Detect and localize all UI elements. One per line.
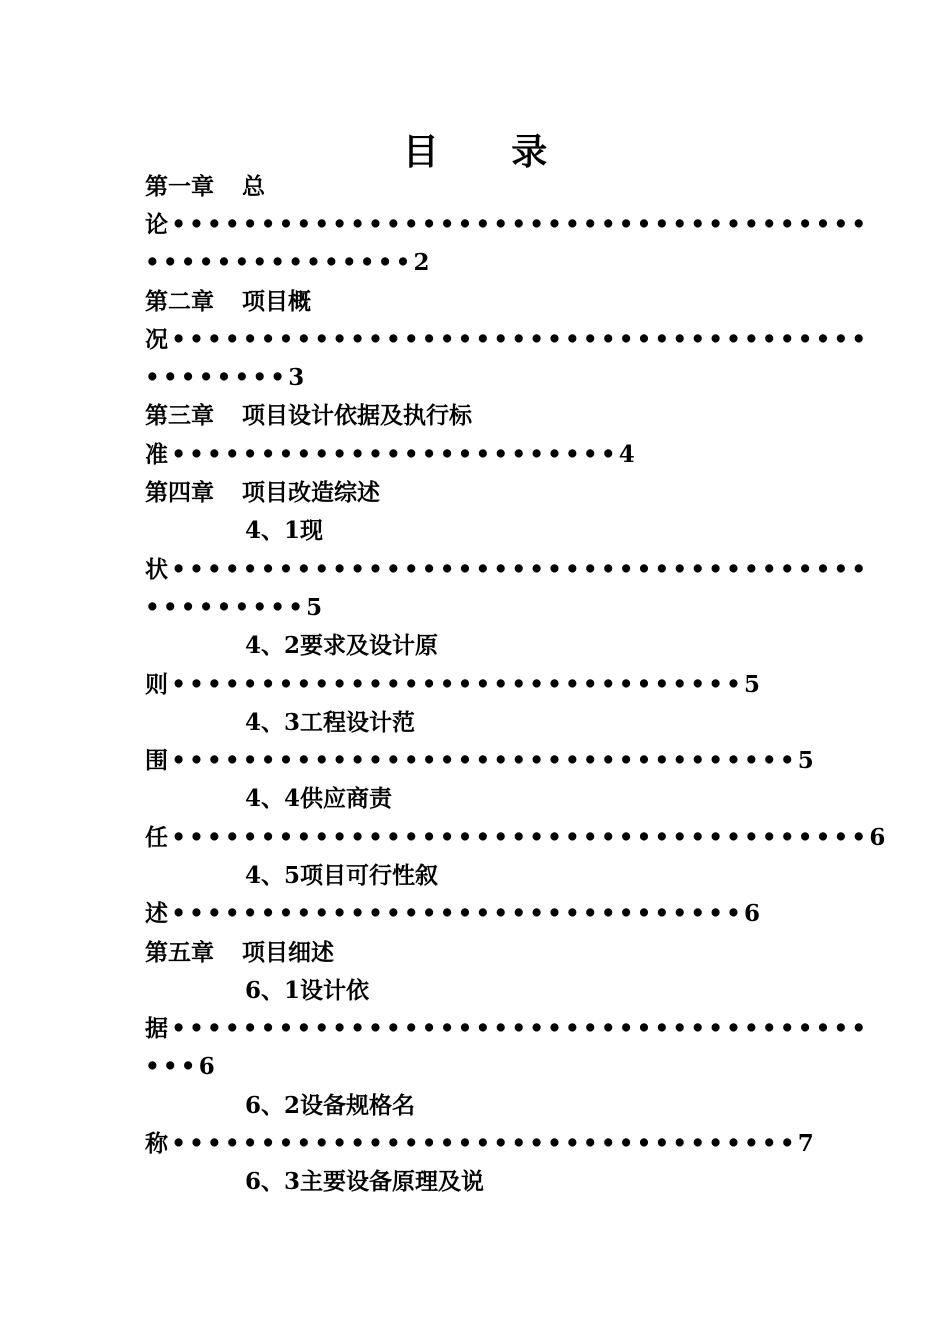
chapter-label: 第三章 xyxy=(145,402,214,429)
chapter-label: 第一章 xyxy=(145,173,214,200)
chapter-title: 项目改造综述 xyxy=(242,479,380,506)
chapter-title: 项目设计依据及执行标 xyxy=(242,402,472,429)
toc-chapter-4[interactable] xyxy=(145,474,380,512)
chapter-title: 总 xyxy=(242,173,265,200)
toc-leader-line: 围•••••••••••••••••••••••••••••••••••5 xyxy=(145,747,817,774)
chapter-title: 项目概 xyxy=(242,288,311,315)
toc-leader-line: 状••••••••••••••••••••••••••••••••••••••• xyxy=(145,556,870,583)
toc-chapter-5[interactable] xyxy=(145,934,334,972)
chapter-title: 项目细述 xyxy=(242,939,334,966)
toc-leader-line: ••••••••3 xyxy=(145,364,308,391)
toc-section-4-4[interactable]: 4、4供应商责 xyxy=(245,785,393,812)
toc-chapter-1[interactable] xyxy=(145,168,265,206)
toc-section-4-5[interactable]: 4、5项目可行性叙 xyxy=(245,862,439,889)
toc-leader-line: •••6 xyxy=(145,1053,218,1080)
toc-section-6-3[interactable]: 6、3主要设备原理及说 xyxy=(245,1168,485,1195)
chapter-label: 第五章 xyxy=(145,939,214,966)
toc-section-6-2[interactable]: 6、2设备规格名 xyxy=(245,1092,416,1119)
toc-section-6-1[interactable]: 6、1设计依 xyxy=(245,977,370,1004)
toc-section-4-3[interactable]: 4、3工程设计范 xyxy=(245,709,416,736)
toc-chapter-2[interactable] xyxy=(145,283,311,321)
toc-leader-line: 则••••••••••••••••••••••••••••••••5 xyxy=(145,671,764,698)
chapter-label: 第二章 xyxy=(145,288,214,315)
toc-leader-line: 据••••••••••••••••••••••••••••••••••••••• xyxy=(145,1015,870,1042)
toc-leader-line: 称•••••••••••••••••••••••••••••••••••7 xyxy=(145,1130,817,1157)
toc-chapter-3[interactable] xyxy=(145,397,472,435)
chapter-label: 第四章 xyxy=(145,479,214,506)
toc-leader-line: •••••••••••••••2 xyxy=(145,249,433,276)
toc-leader-line: 任•••••••••••••••••••••••••••••••••••••••6 xyxy=(145,824,889,851)
toc-leader-line: 述••••••••••••••••••••••••••••••••6 xyxy=(145,900,764,927)
toc-leader-line: 准•••••••••••••••••••••••••4 xyxy=(145,441,638,468)
toc-section-4-2[interactable]: 4、2要求及设计原 xyxy=(245,632,439,659)
toc-leader-line: 论••••••••••••••••••••••••••••••••••••••• xyxy=(145,211,870,238)
toc-leader-line: •••••••••5 xyxy=(145,594,326,621)
page-title: 目 录 xyxy=(402,131,578,173)
toc-leader-line: 况••••••••••••••••••••••••••••••••••••••• xyxy=(145,326,870,353)
toc-section-4-1[interactable]: 4、1现 xyxy=(245,517,324,544)
